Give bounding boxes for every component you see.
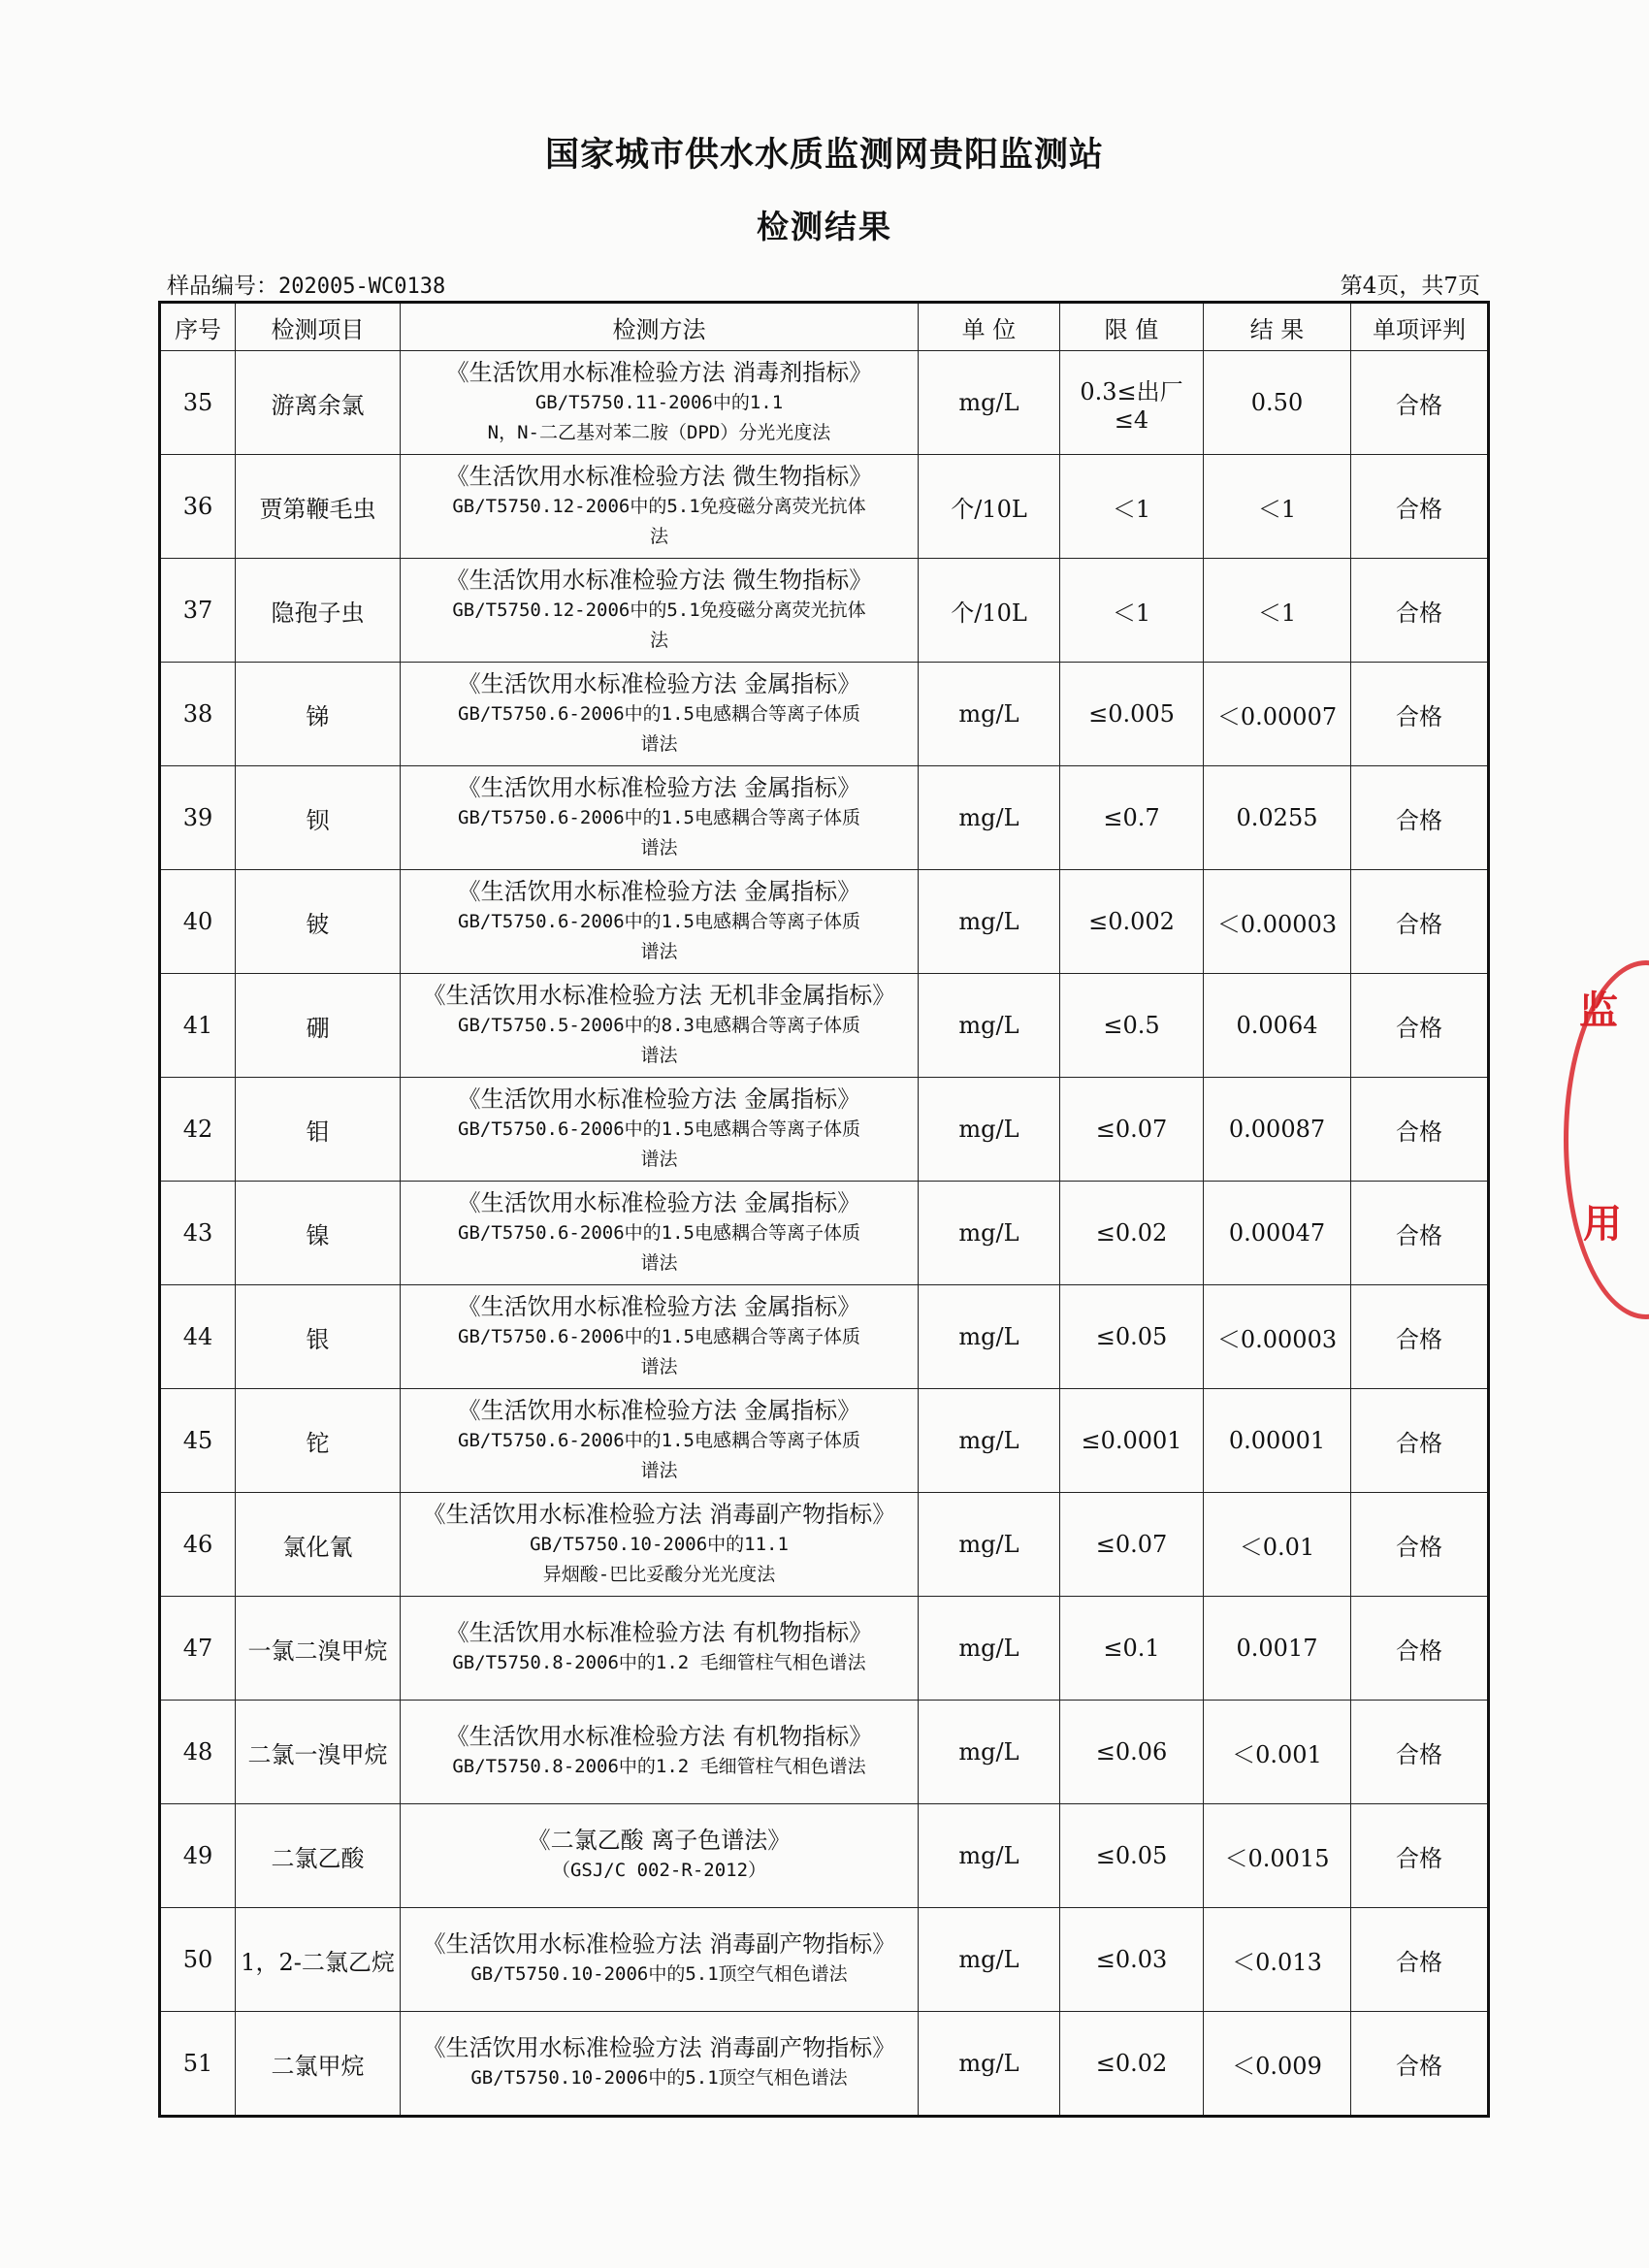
method-line: 《生活饮用水标准检验方法 消毒副产物指标》 [422,1930,896,1958]
result-cell: 0.00087 [1204,1078,1351,1182]
test-method-cell [401,351,919,455]
method-line: 谱法 [640,1148,678,1170]
test-item-cell: 游离余氯 [236,351,401,455]
test-item-cell: 贾第鞭毛虫 [236,455,401,559]
method-line: GB/T5750.10-2006中的11.1 [530,1533,789,1555]
limit-line: ≤0.02 [1095,1219,1168,1247]
verdict-cell: 合格 [1351,870,1489,974]
table-header-row [160,303,1489,351]
method-line: 《生活饮用水标准检验方法 无机非金属指标》 [422,981,896,1009]
method-line: GB/T5750.6-2006中的1.5电感耦合等离子体质 [458,910,860,932]
row-number-cell: 47 [160,1597,236,1701]
sample-number-line [167,268,445,300]
method-line: GB/T5750.6-2006中的1.5电感耦合等离子体质 [458,702,860,725]
limit-cell [1060,663,1204,766]
table-row [160,1597,1489,1701]
method-line: GB/T5750.12-2006中的5.1免疫磁分离荧光抗体 [452,495,866,517]
test-method-cell [401,1701,919,1804]
method-line: 《生活饮用水标准检验方法 消毒副产物指标》 [422,2034,896,2061]
method-line: GB/T5750.10-2006中的5.1顶空气相色谱法 [470,1963,848,1985]
limit-cell [1060,1493,1204,1597]
method-line: 《生活饮用水标准检验方法 微生物指标》 [445,566,873,594]
unit-cell: mg/L [919,766,1060,870]
unit-cell: mg/L [919,1701,1060,1804]
method-line: 谱法 [640,836,678,859]
test-method-cell [401,1804,919,1908]
unit-cell: mg/L [919,870,1060,974]
column-header-no: 序号 [160,303,236,351]
column-header-verdict: 单项评判 [1351,303,1489,351]
row-number-cell: 37 [160,559,236,663]
limit-cell [1060,870,1204,974]
test-item-cell: 二氯一溴甲烷 [236,1701,401,1804]
test-method-cell [401,455,919,559]
unit-cell: mg/L [919,1908,1060,2012]
test-item-cell: 隐孢子虫 [236,559,401,663]
row-number-cell: 41 [160,974,236,1078]
test-item-cell: 钼 [236,1078,401,1182]
unit-cell: mg/L [919,1804,1060,1908]
verdict-cell: 合格 [1351,1493,1489,1597]
verdict-cell: 合格 [1351,1182,1489,1285]
method-line: 《二氯乙酸 离子色谱法》 [527,1827,792,1854]
result-cell: ＜0.009 [1204,2012,1351,2117]
limit-line: 0.3≤出厂 [1080,377,1183,405]
method-line: 《生活饮用水标准检验方法 金属指标》 [457,1188,861,1216]
test-method-cell [401,1182,919,1285]
method-line: N，N-二乙基对苯二胺（DPD）分光光度法 [487,421,831,443]
test-method-cell [401,1389,919,1493]
row-number-cell: 39 [160,766,236,870]
test-method-cell [401,1285,919,1389]
table-row [160,1701,1489,1804]
test-method-cell [401,1908,919,2012]
column-header-item: 检测项目 [236,303,401,351]
test-method-cell [401,663,919,766]
row-number-cell: 44 [160,1285,236,1389]
method-line: 《生活饮用水标准检验方法 有机物指标》 [445,1619,873,1646]
method-line: （GSJ/C 002-R-2012） [551,1860,767,1881]
method-line: GB/T5750.6-2006中的1.5电感耦合等离子体质 [458,1429,860,1451]
limit-line: ≤0.06 [1095,1738,1168,1766]
method-line: 谱法 [640,1459,678,1481]
limit-cell [1060,1701,1204,1804]
verdict-cell: 合格 [1351,351,1489,455]
result-cell: ＜0.00007 [1204,663,1351,766]
test-method-cell [401,559,919,663]
unit-cell: mg/L [919,663,1060,766]
row-number-cell: 35 [160,351,236,455]
test-method-cell [401,1078,919,1182]
result-cell: ＜1 [1204,559,1351,663]
stamp-glyph: 用 [1583,1202,1622,1247]
limit-cell [1060,1182,1204,1285]
method-line: 法 [649,525,668,547]
limit-line: ≤0.7 [1103,804,1160,831]
verdict-cell: 合格 [1351,974,1489,1078]
limit-line: ≤0.02 [1095,2050,1168,2077]
method-line: 《生活饮用水标准检验方法 金属指标》 [457,669,861,697]
test-item-cell: 氯化氰 [236,1493,401,1597]
limit-line: ＜1 [1112,599,1151,627]
row-number-cell: 40 [160,870,236,974]
limit-line: ≤0.07 [1095,1531,1168,1558]
method-line: GB/T5750.8-2006中的1.2 毛细管柱气相色谱法 [452,1756,866,1777]
result-cell: 0.0255 [1204,766,1351,870]
result-cell: 0.0017 [1204,1597,1351,1701]
method-line: 《生活饮用水标准检验方法 金属指标》 [457,773,861,801]
unit-cell: mg/L [919,351,1060,455]
limit-cell [1060,1597,1204,1701]
test-method-cell [401,2012,919,2117]
row-number-cell: 49 [160,1804,236,1908]
method-line: 谱法 [640,732,678,755]
row-number-cell: 50 [160,1908,236,2012]
result-cell: ＜0.01 [1204,1493,1351,1597]
verdict-cell: 合格 [1351,1908,1489,2012]
table-row [160,974,1489,1078]
result-cell: 0.00047 [1204,1182,1351,1285]
verdict-cell: 合格 [1351,1389,1489,1493]
limit-cell [1060,1908,1204,2012]
test-method-cell [401,974,919,1078]
method-line: GB/T5750.11-2006中的1.1 [534,391,784,413]
method-line: GB/T5750.6-2006中的1.5电感耦合等离子体质 [458,1325,860,1347]
table-row [160,1078,1489,1182]
method-line: 《生活饮用水标准检验方法 金属指标》 [457,1292,861,1320]
unit-cell: mg/L [919,1389,1060,1493]
verdict-cell: 合格 [1351,1078,1489,1182]
test-item-cell: 镍 [236,1182,401,1285]
method-line: 《生活饮用水标准检验方法 消毒剂指标》 [445,358,873,386]
row-number-cell: 48 [160,1701,236,1804]
column-header-method: 检测方法 [401,303,919,351]
table-row [160,455,1489,559]
row-number-cell: 36 [160,455,236,559]
method-line: 《生活饮用水标准检验方法 消毒副产物指标》 [422,1500,896,1528]
result-cell: ＜0.00003 [1204,870,1351,974]
limit-line: ≤0.07 [1095,1116,1168,1143]
test-item-cell: 硼 [236,974,401,1078]
unit-cell: 个/10L [919,559,1060,663]
sample-number-value: 202005-WC0138 [278,275,446,299]
verdict-cell: 合格 [1351,455,1489,559]
method-line: GB/T5750.12-2006中的5.1免疫磁分离荧光抗体 [452,599,866,621]
test-item-cell: 二氯甲烷 [236,2012,401,2117]
result-cell: 0.0064 [1204,974,1351,1078]
page-indicator: 第4页，共7页 [1340,274,1480,299]
verdict-cell: 合格 [1351,1701,1489,1804]
limit-line: ≤4 [1114,405,1149,434]
row-number-cell: 38 [160,663,236,766]
row-number-cell: 43 [160,1182,236,1285]
table-row [160,663,1489,766]
limit-cell [1060,1285,1204,1389]
method-line: GB/T5750.6-2006中的1.5电感耦合等离子体质 [458,1118,860,1140]
method-line: 异烟酸-巴比妥酸分光光度法 [542,1563,776,1585]
limit-line: ≤0.05 [1095,1323,1168,1350]
limit-line: ＜1 [1112,495,1151,523]
table-row [160,1389,1489,1493]
report-title: 国家城市供水水质监测网贵阳监测站 [544,136,1104,175]
test-item-cell: 铊 [236,1389,401,1493]
table-row [160,351,1489,455]
unit-cell: mg/L [919,1078,1060,1182]
limit-line: ≤0.002 [1088,908,1175,935]
method-line: 《生活饮用水标准检验方法 金属指标》 [457,877,861,905]
test-method-cell [401,1493,919,1597]
result-cell: ＜0.013 [1204,1908,1351,2012]
unit-cell: 个/10L [919,455,1060,559]
verdict-cell: 合格 [1351,1597,1489,1701]
test-item-cell: 钡 [236,766,401,870]
test-item-cell: 1，2-二氯乙烷 [236,1908,401,2012]
verdict-cell: 合格 [1351,1285,1489,1389]
test-item-cell: 银 [236,1285,401,1389]
method-line: 谱法 [640,1251,678,1274]
unit-cell: mg/L [919,1597,1060,1701]
verdict-cell: 合格 [1351,1804,1489,1908]
result-cell: 0.00001 [1204,1389,1351,1493]
method-line: 《生活饮用水标准检验方法 金属指标》 [457,1396,861,1424]
test-item-cell: 锑 [236,663,401,766]
unit-cell: mg/L [919,2012,1060,2117]
verdict-cell: 合格 [1351,663,1489,766]
table-row [160,1182,1489,1285]
column-header-result: 结 果 [1204,303,1351,351]
method-line: 法 [649,629,668,651]
method-line: GB/T5750.6-2006中的1.5电感耦合等离子体质 [458,806,860,828]
limit-line: ≤0.05 [1095,1842,1168,1869]
test-method-cell [401,870,919,974]
unit-cell: mg/L [919,1285,1060,1389]
limit-cell [1060,974,1204,1078]
limit-line: ≤0.5 [1103,1012,1160,1039]
limit-cell [1060,766,1204,870]
test-item-cell: 铍 [236,870,401,974]
test-item-cell: 一氯二溴甲烷 [236,1597,401,1701]
result-cell: 0.50 [1204,351,1351,455]
report-subtitle: 检测结果 [757,208,892,245]
table-row [160,870,1489,974]
verdict-cell: 合格 [1351,559,1489,663]
result-cell: ＜0.00003 [1204,1285,1351,1389]
result-cell: ＜1 [1204,455,1351,559]
method-line: GB/T5750.5-2006中的8.3电感耦合等离子体质 [458,1014,860,1036]
method-line: GB/T5750.6-2006中的1.5电感耦合等离子体质 [458,1221,860,1244]
method-line: 谱法 [640,940,678,962]
table-row [160,1908,1489,2012]
test-item-cell: 二氯乙酸 [236,1804,401,1908]
sample-number-label: 样品编号： [167,274,278,299]
test-method-cell [401,766,919,870]
table-row [160,2012,1489,2117]
method-line: 《生活饮用水标准检验方法 微生物指标》 [445,462,873,490]
method-line: GB/T5750.8-2006中的1.2 毛细管柱气相色谱法 [452,1652,866,1673]
result-cell: ＜0.001 [1204,1701,1351,1804]
table-row [160,1493,1489,1597]
method-line: 谱法 [640,1355,678,1377]
limit-cell [1060,1389,1204,1493]
row-number-cell: 46 [160,1493,236,1597]
limit-line: ≤0.005 [1088,700,1175,728]
method-line: 谱法 [640,1044,678,1066]
table-row [160,559,1489,663]
verdict-cell: 合格 [1351,766,1489,870]
results-table [158,301,1490,2118]
table-row [160,1804,1489,1908]
stamp-glyph: 监 [1579,988,1618,1033]
row-number-cell: 45 [160,1389,236,1493]
result-cell: ＜0.0015 [1204,1804,1351,1908]
limit-cell [1060,351,1204,455]
unit-cell: mg/L [919,1493,1060,1597]
table-row [160,766,1489,870]
row-number-cell: 51 [160,2012,236,2117]
limit-cell [1060,1078,1204,1182]
column-header-limit: 限 值 [1060,303,1204,351]
limit-cell [1060,2012,1204,2117]
limit-cell [1060,1804,1204,1908]
limit-line: ≤0.1 [1103,1635,1160,1662]
column-header-unit: 单 位 [919,303,1060,351]
limit-line: ≤0.0001 [1081,1427,1182,1454]
test-method-cell [401,1597,919,1701]
unit-cell: mg/L [919,974,1060,1078]
limit-cell [1060,559,1204,663]
unit-cell: mg/L [919,1182,1060,1285]
table-row [160,1285,1489,1389]
limit-cell [1060,455,1204,559]
method-line: 《生活饮用水标准检验方法 有机物指标》 [445,1723,873,1750]
row-number-cell: 42 [160,1078,236,1182]
verdict-cell: 合格 [1351,2012,1489,2117]
method-line: GB/T5750.10-2006中的5.1顶空气相色谱法 [470,2067,848,2089]
limit-line: ≤0.03 [1095,1946,1168,1973]
method-line: 《生活饮用水标准检验方法 金属指标》 [457,1085,861,1113]
